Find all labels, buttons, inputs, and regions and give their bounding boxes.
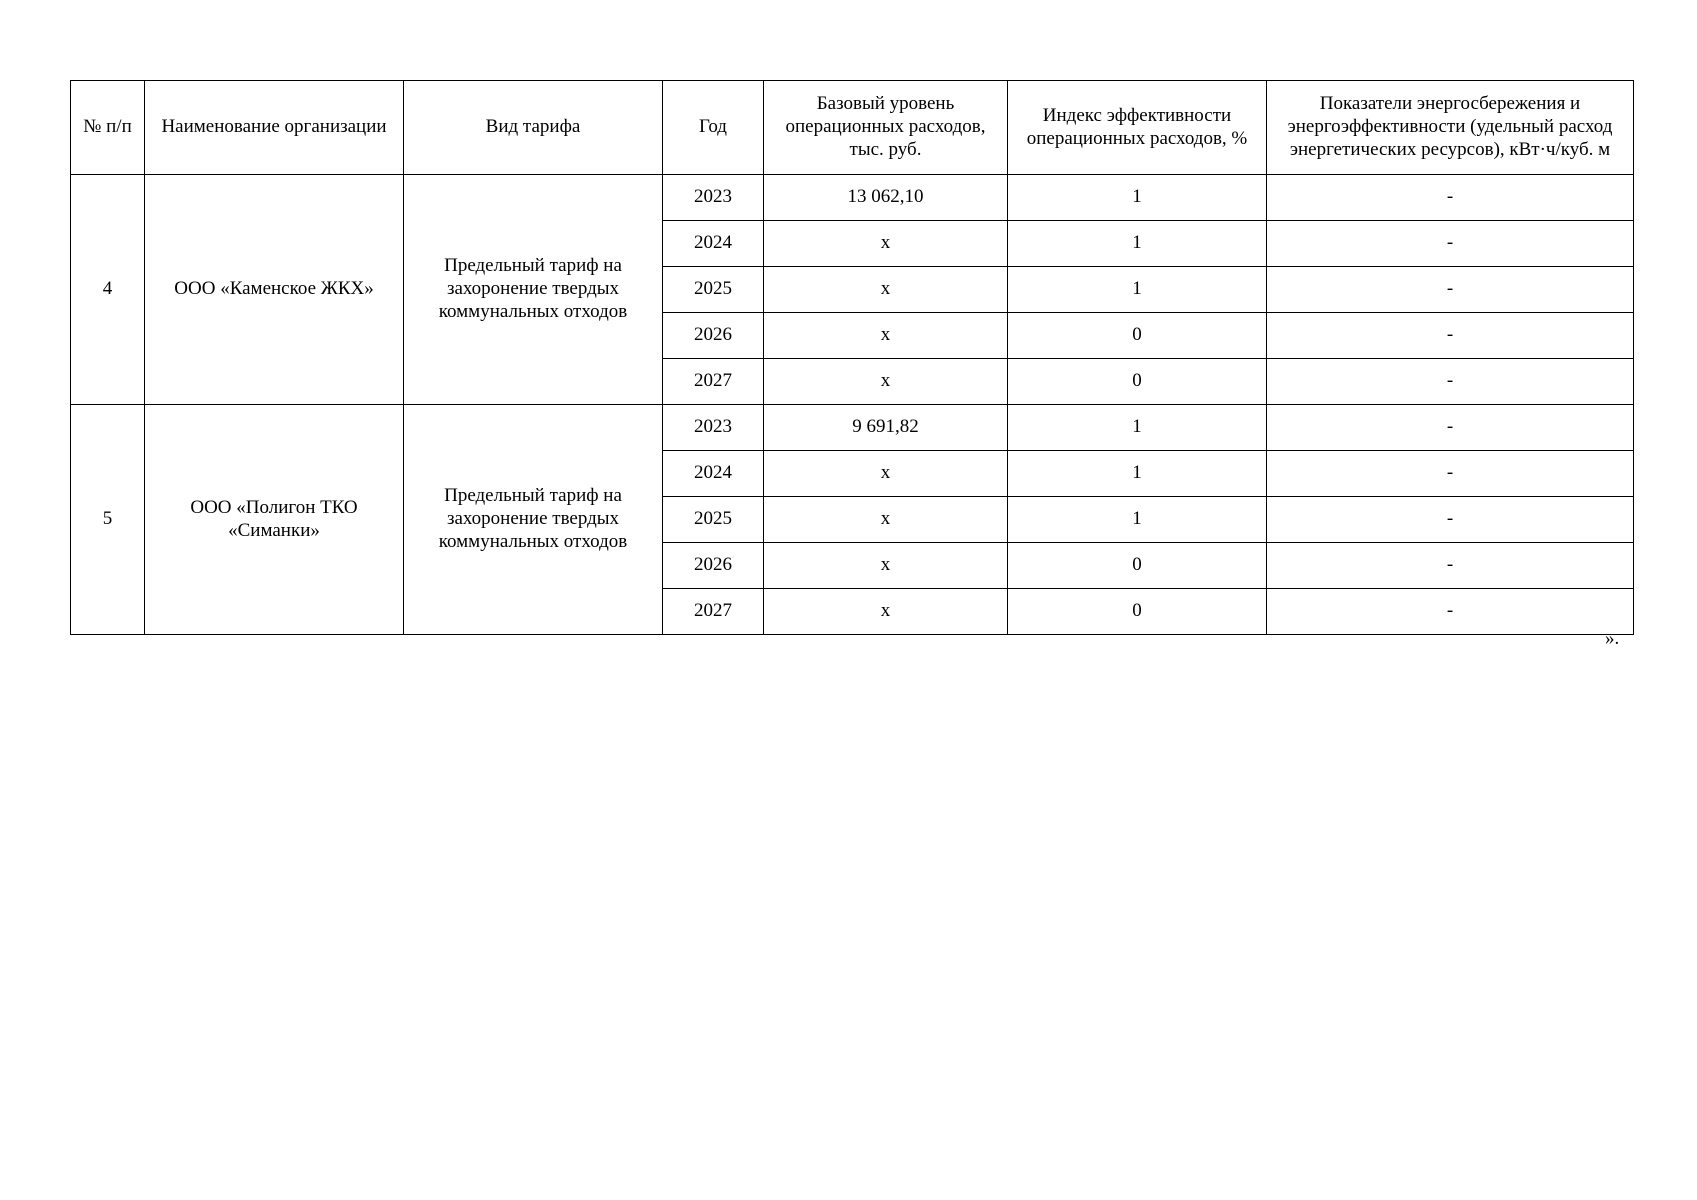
year-cell: 2025 xyxy=(663,497,764,543)
table-row xyxy=(71,175,1634,221)
base-level-cell: х xyxy=(764,543,1008,589)
header-energy-indicators: Показатели энергосбережения и энергоэффективности (удельный расход энергетических ресурсов), кВт·ч/куб. м xyxy=(1267,81,1634,175)
base-level-cell: х xyxy=(764,313,1008,359)
table-body xyxy=(71,175,1634,635)
energy-cell: - xyxy=(1267,589,1634,635)
base-level-cell: 9 691,82 xyxy=(764,405,1008,451)
efficiency-index-cell: 1 xyxy=(1008,267,1267,313)
energy-cell: - xyxy=(1267,359,1634,405)
year-cell: 2024 xyxy=(663,451,764,497)
efficiency-index-cell: 1 xyxy=(1008,221,1267,267)
base-level-cell: х xyxy=(764,589,1008,635)
tariff-type-cell: Предельный тариф на захоронение твердых коммунальных отходов xyxy=(404,405,663,635)
energy-cell: - xyxy=(1267,497,1634,543)
efficiency-index-cell: 1 xyxy=(1008,405,1267,451)
energy-cell: - xyxy=(1267,451,1634,497)
base-level-cell: х xyxy=(764,497,1008,543)
efficiency-index-cell: 1 xyxy=(1008,451,1267,497)
header-base-level: Базовый уровень операционных расходов, тыс. руб. xyxy=(764,81,1008,175)
efficiency-index-cell: 0 xyxy=(1008,313,1267,359)
efficiency-index-cell: 1 xyxy=(1008,175,1267,221)
year-cell: 2026 xyxy=(663,313,764,359)
efficiency-index-cell: 0 xyxy=(1008,543,1267,589)
year-cell: 2027 xyxy=(663,589,764,635)
header-number: № п/п xyxy=(71,81,145,175)
energy-cell: - xyxy=(1267,313,1634,359)
organization-cell: ООО «Полигон ТКО «Симанки» xyxy=(145,405,404,635)
base-level-cell: 13 062,10 xyxy=(764,175,1008,221)
organization-cell: ООО «Каменское ЖКХ» xyxy=(145,175,404,405)
energy-cell: - xyxy=(1267,405,1634,451)
closing-quote-mark: ». xyxy=(1605,628,1620,649)
base-level-cell: х xyxy=(764,359,1008,405)
energy-cell: - xyxy=(1267,543,1634,589)
year-cell: 2027 xyxy=(663,359,764,405)
energy-cell: - xyxy=(1267,221,1634,267)
efficiency-index-cell: 0 xyxy=(1008,359,1267,405)
header-tariff-type: Вид тарифа xyxy=(404,81,663,175)
energy-cell: - xyxy=(1267,175,1634,221)
year-cell: 2023 xyxy=(663,405,764,451)
table-header xyxy=(71,81,1634,175)
table-row xyxy=(71,405,1634,451)
base-level-cell: х xyxy=(764,451,1008,497)
year-cell: 2023 xyxy=(663,175,764,221)
header-year: Год xyxy=(663,81,764,175)
tariff-type-cell: Предельный тариф на захоронение твердых коммунальных отходов xyxy=(404,175,663,405)
efficiency-index-cell: 1 xyxy=(1008,497,1267,543)
tariff-table xyxy=(70,80,1634,635)
row-number-cell: 5 xyxy=(71,405,145,635)
row-number-cell: 4 xyxy=(71,175,145,405)
energy-cell: - xyxy=(1267,267,1634,313)
base-level-cell: х xyxy=(764,221,1008,267)
base-level-cell: х xyxy=(764,267,1008,313)
header-row xyxy=(71,81,1634,175)
efficiency-index-cell: 0 xyxy=(1008,589,1267,635)
year-cell: 2026 xyxy=(663,543,764,589)
header-organization: Наименование организации xyxy=(145,81,404,175)
year-cell: 2025 xyxy=(663,267,764,313)
header-efficiency-index: Индекс эффективности операционных расходов, % xyxy=(1008,81,1267,175)
year-cell: 2024 xyxy=(663,221,764,267)
